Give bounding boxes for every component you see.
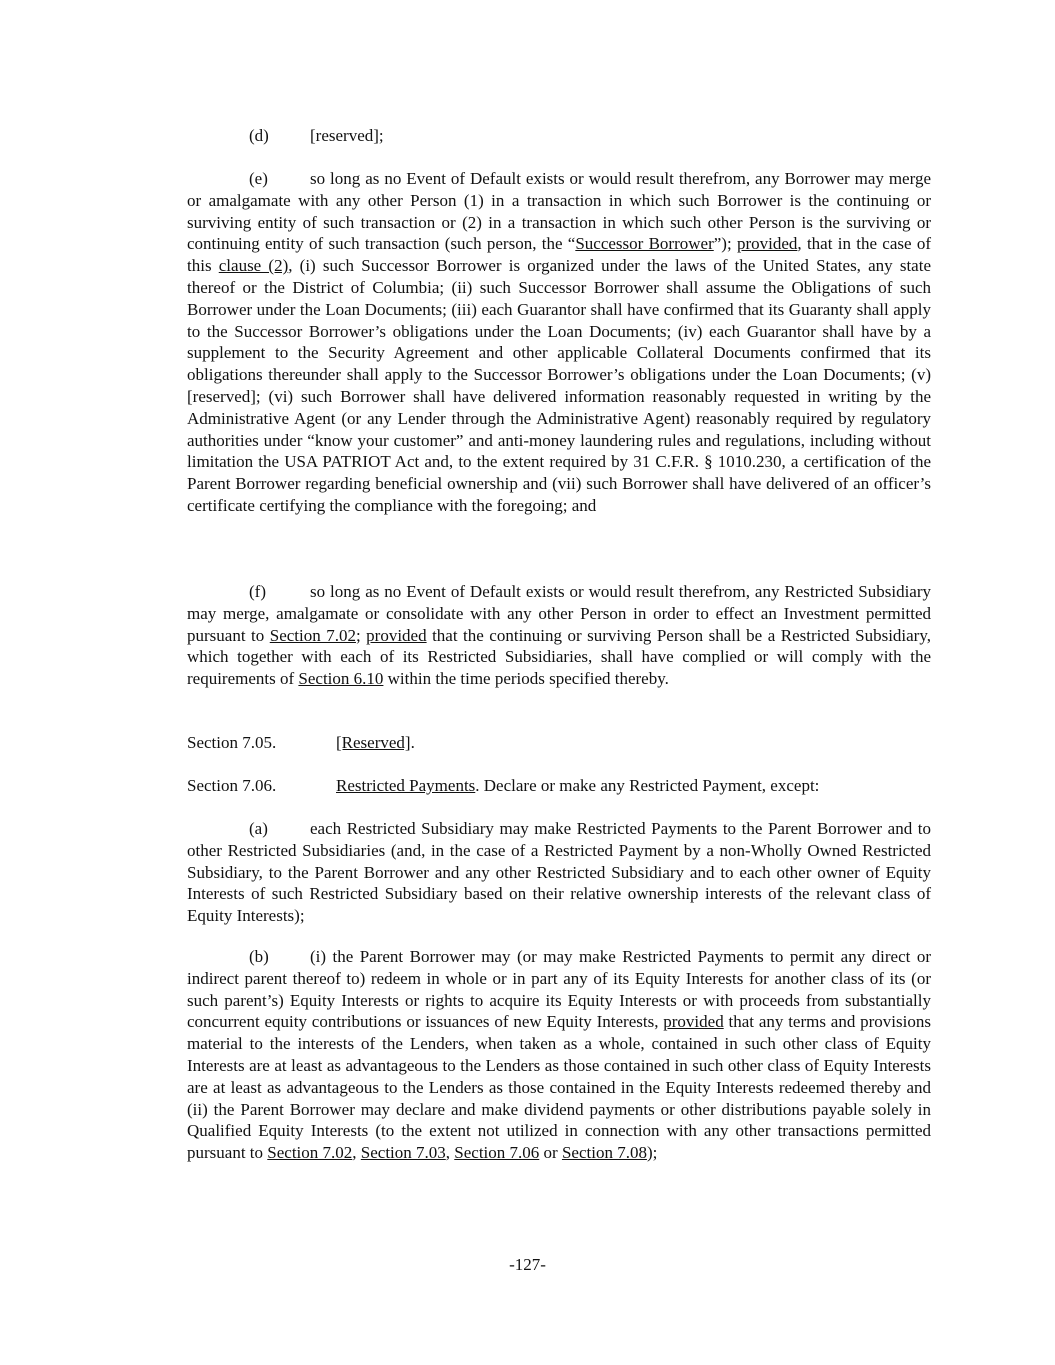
clause-b: (b) (i) the Parent Borrower may (or may make Restricted Payments to permit any direct or indirect parent thereof to) redeem in whole or in part any of its Equity Interests for another class of its (or such parent’s) Equity Interests or rights to acquire its Equity Interests or with proceeds from substantially concurrent equity contributions or issuances of new Equity Interests, provided that any terms and provisions material to the interests of the Lenders, when taken as a whole, contained in such other class of Equity Interests are at least as advantageous to the Lenders as those contained in such other class of Equity Interests are at least as advantageous to the Lenders as those contained in the Equity Interests redeemed thereby and (ii) the Parent Borrower may declare and make dividend payments or other distributions payable solely in Qualified Equity Interests (to the extent not utilized in connection with any other transactions permitted pursuant to Section 7.02, Section 7.03, Section 7.06 or Section 7.08);	[187, 947, 931, 1163]
page-number: -127-	[509, 1255, 546, 1274]
section-7-02-reference: Section 7.02	[267, 1143, 353, 1163]
clause-a-text: each Restricted Subsidiary may make Restricted Payments to the Parent Borrower and to other Restricted Subsidiaries (and, in the case of a Restricted Payment by a non-Wholly Owned Restricted Subsidiary, to the Parent Borrower and any other Restricted Subsidiary and to each other owner of Equity Interests of such Restricted Subsidiary based on their relative ownership interests of the relevant class of Equity Interests);	[187, 819, 931, 926]
section-7-02-reference: Section 7.02	[269, 625, 356, 645]
clause-d	[187, 125, 931, 147]
section-7-06-reference: Section 7.06	[454, 1143, 540, 1163]
section-7-08-reference: Section 7.08	[561, 1143, 647, 1163]
successor-borrower-term: Successor Borrower	[575, 234, 714, 254]
provided-term: provided	[366, 625, 427, 645]
section-title: [Reserved]	[336, 733, 411, 752]
clause-d-marker: (d)	[249, 126, 269, 145]
section-number: Section 7.05.	[187, 733, 277, 752]
clause-d-text: [reserved];	[310, 126, 384, 145]
section-7-05-heading: Section 7.05. [Reserved].	[187, 733, 415, 752]
clause-2-reference: clause (2)	[218, 256, 289, 276]
clause-f: (f) so long as no Event of Default exists or would result therefrom, any Restricted Subsidiary may merge, amalgamate or consolidate with any other Person in order to effect an Investment permitted pursuant to Section 7.02; provided that the continuing or surviving Person shall be a Restricted Subsidiary, which together with each of its Restricted Subsidiaries, shall have complied or will comply with the requirements of Section 6.10 within the time periods specified thereby.	[187, 582, 931, 689]
section-7-06-heading: Section 7.06. Restricted Payments. Declare or make any Restricted Payment, except:	[187, 776, 820, 795]
clause-b-marker: (b)	[249, 947, 269, 966]
provided-term: provided	[663, 1012, 724, 1032]
clause-a-marker: (a)	[249, 819, 268, 838]
section-number: Section 7.06.	[187, 776, 277, 795]
section-6-10-reference: Section 6.10	[298, 669, 384, 689]
provided-term: provided	[736, 234, 798, 254]
clause-a	[187, 818, 931, 927]
section-title: Restricted Payments	[336, 776, 476, 795]
clause-f-marker: (f)	[249, 582, 266, 601]
clause-e: (e) so long as no Event of Default exists or would result therefrom, any Borrower may merge or amalgamate with any other Person (1) in a transaction in which such Borrower is the continuing or surviving entity of such transaction or (2) in a transaction in which such other Person is the surviving or continuing entity of such transaction (such person, the “Successor Borrower”); provided, that in the case of this clause (2), (i) such Successor Borrower is organized under the laws of the United States, any state thereof or the District of Columbia; (ii) such Successor Borrower shall assume the Obligations of such Borrower under the Loan Documents; (iii) each Guarantor shall have confirmed that its Guaranty shall apply to the Successor Borrower’s obligations under the Loan Documents; (iv) each Guarantor shall have by a supplement to the Security Agreement and other applicable Collateral Documents confirmed that its obligations thereunder shall apply to the Successor Borrower’s obligations under the Loan Documents; (v) [reserved]; (vi) such Borrower shall have delivered information reasonably requested in writing by the Administrative Agent (or any Lender through the Administrative Agent) reasonably required by regulatory authorities under “know your customer” and anti-money laundering rules and regulations, including without limitation the USA PATRIOT Act and, to the extent required by 31 C.F.R. § 1010.230, a certification of the Parent Borrower regarding beneficial ownership and (vii) such Borrower shall have delivered of an officer’s certificate certifying the compliance with the foregoing; and	[187, 169, 931, 515]
section-7-03-reference: Section 7.03	[360, 1143, 446, 1163]
clause-e-marker: (e)	[249, 169, 268, 188]
